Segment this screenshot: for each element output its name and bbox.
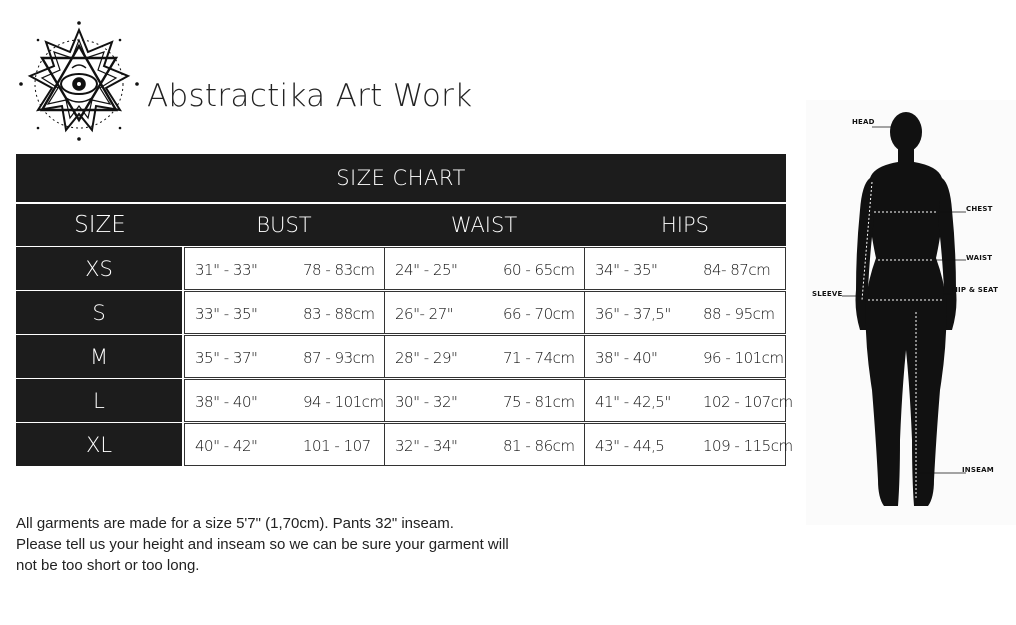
waist-cm: 66 - 70cm xyxy=(503,305,575,323)
bust-cm: 78 - 83cm xyxy=(303,261,375,279)
waist-cell xyxy=(384,423,585,466)
table-row xyxy=(16,247,786,290)
bust-cm: 83 - 88cm xyxy=(303,305,375,323)
size-cell: XS xyxy=(16,247,182,290)
hips-cell xyxy=(584,291,786,334)
label-hip-seat: HIP & SEAT xyxy=(952,286,999,294)
waist-inches: 32" - 34" xyxy=(395,437,458,455)
brand-name: Abstractika Art Work xyxy=(147,78,473,114)
body-silhouette-icon xyxy=(806,100,1016,525)
header-hips: HIPS xyxy=(661,213,709,237)
hips-cm: 109 - 115cm xyxy=(703,437,793,455)
table-row xyxy=(16,423,793,466)
label-sleeve: SLEEVE xyxy=(812,290,843,298)
bust-inches: 31" - 33" xyxy=(195,261,258,279)
waist-cm: 60 - 65cm xyxy=(503,261,575,279)
header-waist: WAIST xyxy=(450,213,518,237)
table-header-row xyxy=(16,204,786,246)
waist-cm: 75 - 81cm xyxy=(503,393,575,411)
body-measurement-figure xyxy=(806,100,1016,525)
bust-cell xyxy=(184,247,385,290)
bust-cell xyxy=(184,291,385,334)
bust-cell xyxy=(184,379,385,422)
hips-cell xyxy=(584,335,786,378)
waist-inches: 30" - 32" xyxy=(395,393,458,411)
header-size: SIZE xyxy=(74,212,126,238)
label-waist: WAIST xyxy=(966,254,993,262)
label-head: HEAD xyxy=(852,118,875,126)
waist-cell xyxy=(384,291,585,334)
table-title: SIZE CHART xyxy=(16,154,786,202)
waist-cell xyxy=(384,335,585,378)
label-chest: CHEST xyxy=(966,205,993,213)
note-line: All garments are made for a size 5'7" (1,70cm). Pants 32" inseam. xyxy=(16,515,454,532)
header-bust: BUST xyxy=(256,213,312,237)
waist-cell xyxy=(384,379,585,422)
hips-inches: 36" - 37,5" xyxy=(595,305,671,323)
waist-inches: 26"- 27" xyxy=(395,305,454,323)
note-line: not be too short or too long. xyxy=(16,557,200,574)
hips-inches: 43" - 44,5 xyxy=(595,437,665,455)
hips-cm: 88 - 95cm xyxy=(703,305,775,323)
bust-inches: 38" - 40" xyxy=(195,393,258,411)
table-row xyxy=(16,335,786,378)
size-cell: L xyxy=(16,379,182,422)
waist-inches: 24" - 25" xyxy=(395,261,458,279)
hips-cell xyxy=(584,423,793,466)
mandala-eye-logo-icon xyxy=(16,18,142,144)
hips-cell xyxy=(584,379,793,422)
waist-cm: 81 - 86cm xyxy=(503,437,575,455)
bust-cm: 94 - 101cm xyxy=(303,393,384,411)
bust-cell xyxy=(184,335,385,378)
size-cell: XL xyxy=(16,423,182,466)
hips-cm: 102 - 107cm xyxy=(703,393,793,411)
label-inseam: INSEAM xyxy=(962,466,994,474)
bust-inches: 35" - 37" xyxy=(195,349,258,367)
note-line: Please tell us your height and inseam so we can be sure your garment will xyxy=(16,536,509,553)
waist-inches: 28" - 29" xyxy=(395,349,458,367)
hips-cm: 84- 87cm xyxy=(703,261,771,279)
bust-cm: 87 - 93cm xyxy=(303,349,375,367)
sizing-note xyxy=(16,513,616,576)
waist-cell xyxy=(384,247,585,290)
hips-inches: 41" - 42,5" xyxy=(595,393,671,411)
table-row xyxy=(16,379,793,422)
bust-inches: 40" - 42" xyxy=(195,437,258,455)
bust-cell xyxy=(184,423,385,466)
hips-cm: 96 - 101cm xyxy=(703,349,784,367)
size-cell: S xyxy=(16,291,182,334)
table-row xyxy=(16,291,786,334)
size-cell: M xyxy=(16,335,182,378)
waist-cm: 71 - 74cm xyxy=(503,349,575,367)
hips-inches: 38" - 40" xyxy=(595,349,658,367)
hips-cell xyxy=(584,247,786,290)
bust-cm: 101 - 107 xyxy=(303,437,371,455)
bust-inches: 33" - 35" xyxy=(195,305,258,323)
hips-inches: 34" - 35" xyxy=(595,261,658,279)
